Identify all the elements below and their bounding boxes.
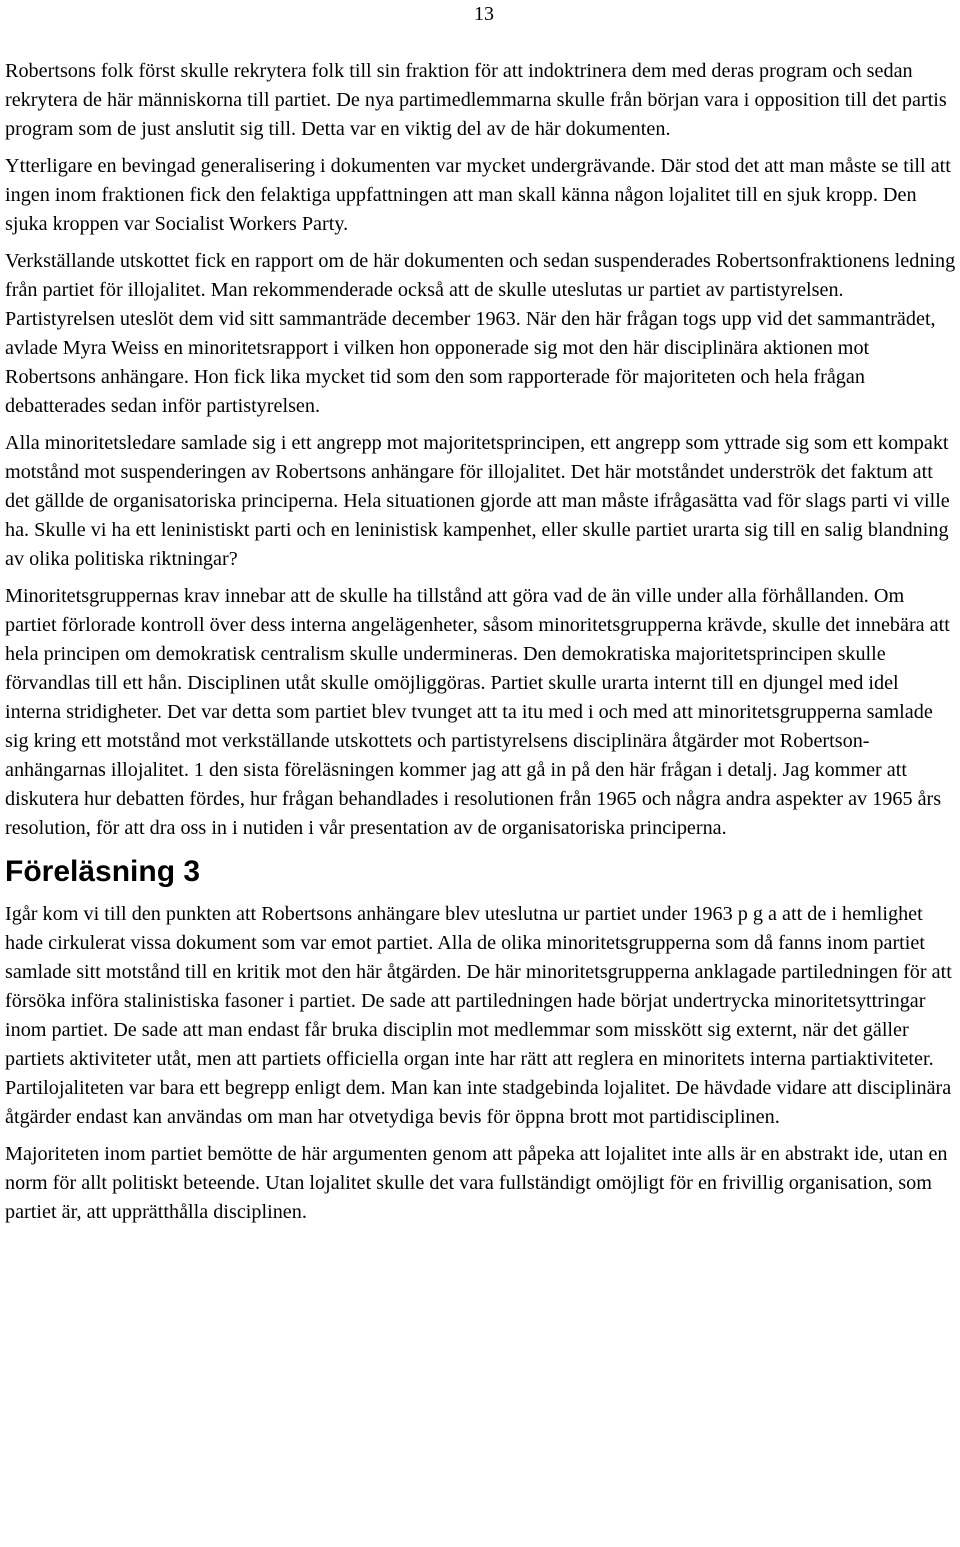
paragraph: Majoriteten inom partiet bemötte de här argumenten genom att påpeka att lojalitet inte alls är en abstrakt ide, utan en norm för allt politiskt beteende. Utan lojalitet skulle det vara fullständigt omöjligt för en frivillig organisation, som partiet är, att upprätthålla disciplinen. — [5, 1143, 948, 1223]
paragraph: Ytterligare en bevingad generalisering i dokumenten var mycket undergrävande. Där stod det att man måste se till att ingen inom fraktionen fick den felaktiga uppfattningen att man skall känna någon lojalitet till en sjuk kropp. Den sjuka kroppen var Socialist Workers Party. — [5, 155, 951, 235]
paragraph: Alla minoritetsledare samlade sig i ett angrepp mot majoritetsprincipen, ett angrepp som yttrade sig som ett kompakt motstånd mot suspenderingen av Robertsons anhängare för illojalitet. Det här motståndet underströk det faktum att det gällde de organisatoriska principerna. Hela situationen gjorde att man måste ifrågasätta vad för slags parti vi ville ha. Skulle vi ha ett leninistiskt parti och en leninistisk kampenhet, eller skulle partiet urarta sig till en salig blandning av olika politiska riktningar? — [5, 432, 950, 570]
document-body — [5, 57, 956, 1235]
section-heading: Föreläsning 3 — [5, 855, 201, 888]
page-number: 13 — [474, 3, 494, 25]
paragraph: Igår kom vi till den punkten att Robertsons anhängare blev uteslutna ur partiet under 1963 p g a att de i hemlighet hade cirkulerat vissa dokument som var emot partiet. Alla de olika minoritetsgrupperna som då fanns inom partiet samlade sitt motstånd till en kritik mot den här åtgärden. De här minoritetsgrupperna anklagade partiledningen för att försöka införa stalinistiska fasoner i partiet. De sade att partiledningen hade börjat undertrycka minoritetsyttringar inom partiet. De sade att man endast får bruka disciplin mot medlemmar som misskött sig externt, när det gäller partiets aktiviteter utåt, men att partiets officiella organ inte har rätt att reglera en minoritets interna partiaktiviteter. Partilojaliteten var bara ett begrepp enligt dem. Man kan inte stadgebinda lojalitet. De hävdade vidare att disciplinära åtgärder endast kan användas om man har otvetydiga bevis för öppna brott mot partidisciplinen. — [5, 903, 952, 1128]
paragraph: Robertsons folk först skulle rekrytera folk till sin fraktion för att indoktrinera dem med deras program och sedan rekrytera de här människorna till partiet. De nya partimedlemmarna skulle från början vara i opposition till det partis program som de just anslutit sig till. Detta var en viktig del av de här dokumenten. — [5, 60, 947, 140]
paragraph: Minoritetsgruppernas krav innebar att de skulle ha tillstånd att göra vad de än ville under alla förhållanden. Om partiet förlorade kontroll över dess interna angelägenheter, såsom minoritetsgrupperna krävde, skulle det innebära att hela principen om demokratisk centralism skulle undermineras. Den demokratiska majoritetsprincipen skulle förvandlas till ett hån. Disciplinen utåt skulle omöjliggöras. Partiet skulle urarta internt till en djungel med idel interna stridigheter. Det var detta som partiet blev tvunget att ta itu med i och med att minoritetsgrupperna samlade sig kring ett motstånd mot verkställande utskottets och partistyrelsens disciplinära åtgärder mot Robertson-anhängarnas illojalitet. 1 den sista föreläsningen kommer jag att gå in på den här frågan i detalj. Jag kommer att diskutera hur debatten fördes, hur frågan behandlades i resolutionen från 1965 och några andra aspekter av 1965 års resolution, för att dra oss in i nutiden i vår presentation av de organisatoriska principerna. — [5, 585, 950, 839]
paragraph: Verkställande utskottet fick en rapport om de här dokumenten och sedan suspenderades Robertsonfraktionens ledning från partiet för illojalitet. Man rekommenderade också att de skulle uteslutas ur partiet av partistyrelsen. Partistyrelsen uteslöt dem vid sitt sammanträde december 1963. När den här frågan togs upp vid det sammanträdet, avlade Myra Weiss en minoritetsrapport i vilken hon opponerade sig mot den här disciplinära aktionen mot Robertsons anhängare. Hon fick lika mycket tid som den som rapporterade för majoriteten och hela frågan debatterades sedan inför partistyrelsen. — [5, 250, 956, 417]
